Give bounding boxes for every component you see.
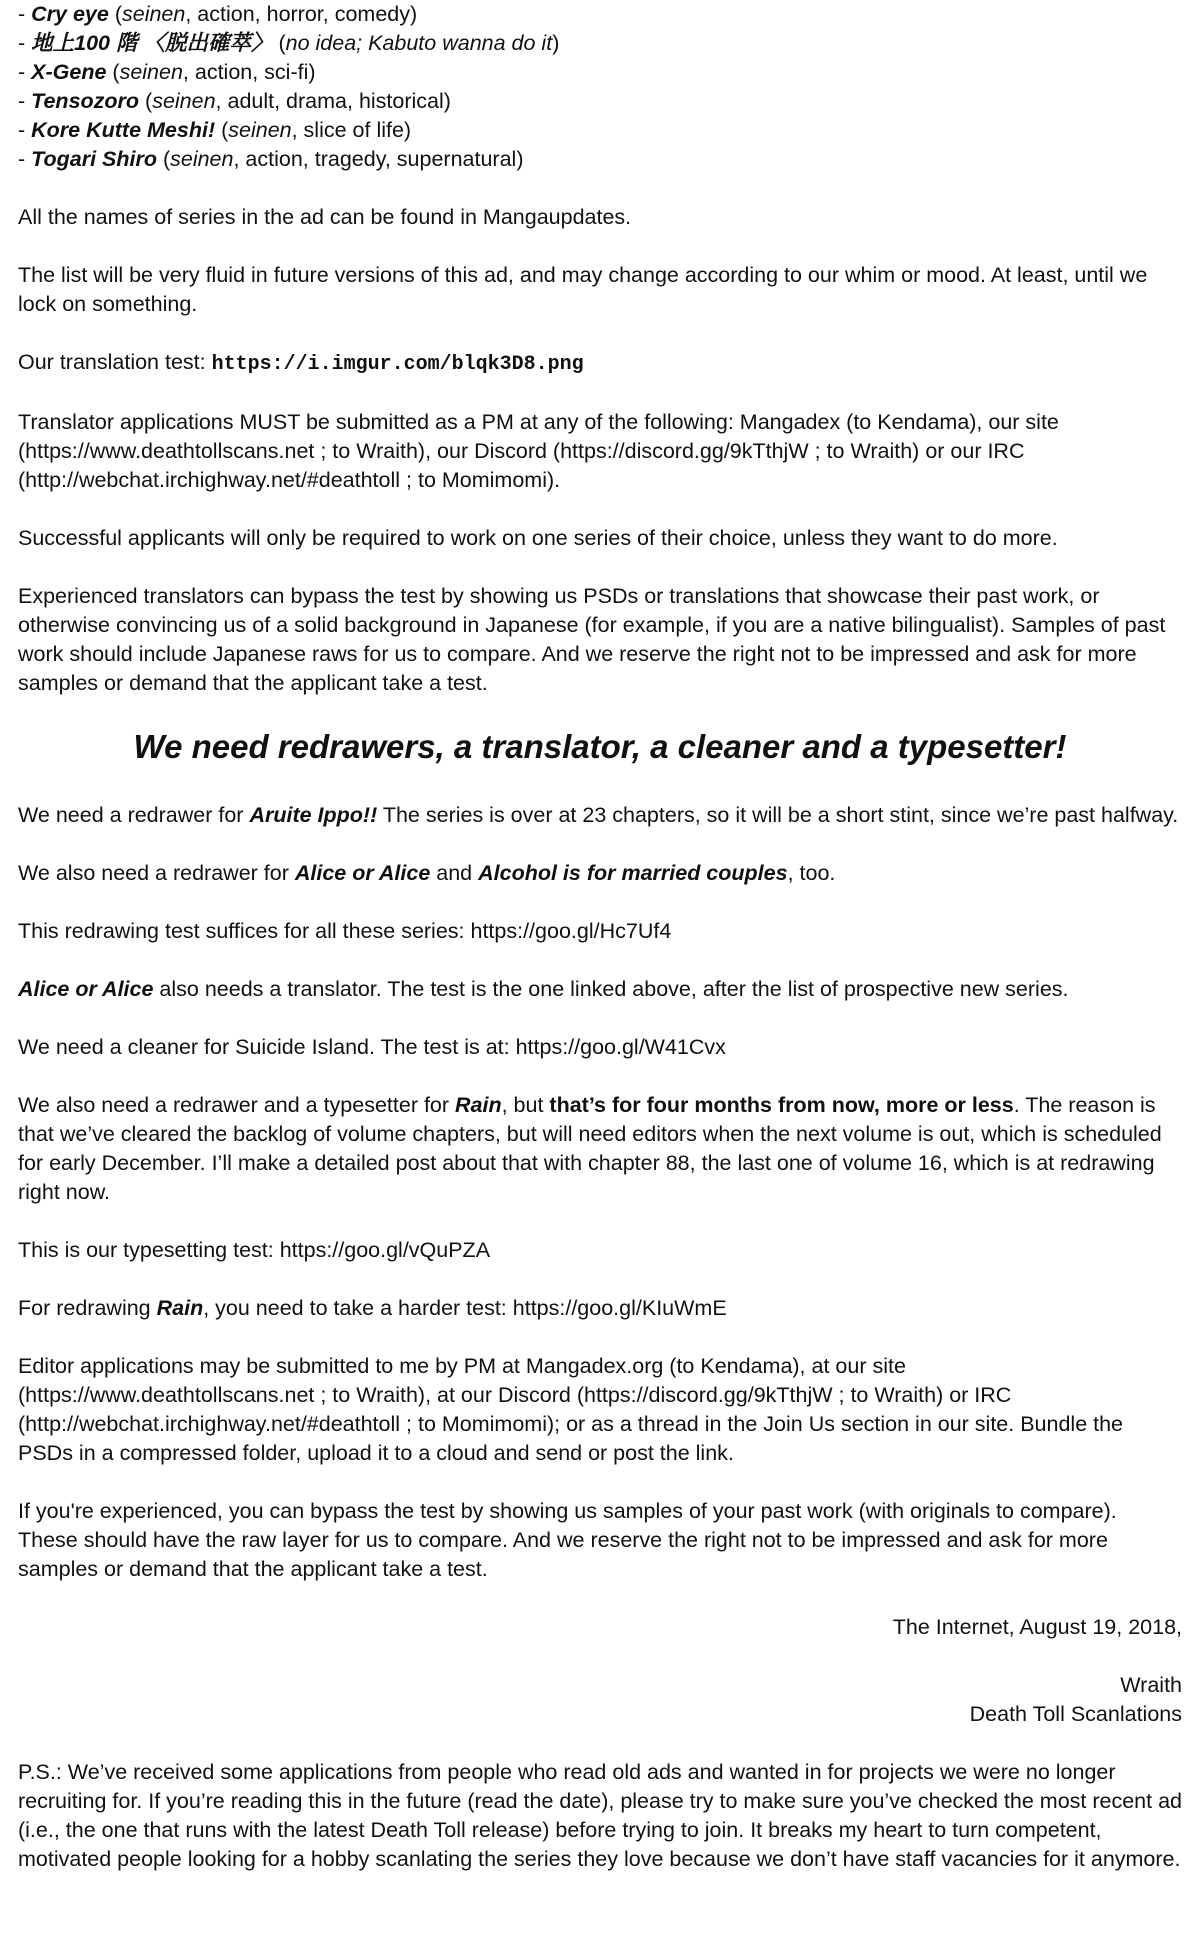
typesetting-test-link[interactable]: https://goo.gl/vQuPZA <box>279 1238 491 1262</box>
text: also needs a translator. The test is the one linked above, after the list of prospective new series. <box>153 977 1069 1001</box>
tags-open: ( <box>106 60 120 84</box>
series-title: 地上100 階 〈脱出確萃〉 <box>31 31 273 55</box>
tags-open: ( <box>139 89 153 113</box>
signoff-name: Wraith <box>1120 1673 1182 1697</box>
series-title: Alcohol is for married couples <box>478 861 788 885</box>
text: We also need a redrawer and a typesetter for <box>18 1093 456 1117</box>
tags-open: ( <box>272 31 286 55</box>
text: We need a cleaner for Suicide Island. The test is at: <box>18 1035 516 1059</box>
series-title: Kore Kutte Meshi! <box>31 118 216 142</box>
redraw-test-line <box>18 917 1182 946</box>
series-tags: , action, horror, comedy) <box>185 2 418 26</box>
list-dash: - <box>18 89 32 113</box>
series-tag-em: seinen <box>121 2 186 26</box>
series-title: Alice or Alice <box>294 861 431 885</box>
cleaner-test-link[interactable]: https://goo.gl/W41Cvx <box>515 1035 726 1059</box>
mangaupdates-note: All the names of series in the ad can be found in Mangaupdates. <box>18 205 632 229</box>
tags-open: ( <box>156 147 171 171</box>
list-dash: - <box>18 60 32 84</box>
series-item <box>18 116 1182 145</box>
translation-test-line <box>18 348 1182 379</box>
headline: We need redrawers, a translator, a cleaner and a typesetter! <box>133 728 1067 765</box>
rain-test-link[interactable]: https://goo.gl/KIuWmE <box>512 1296 727 1320</box>
series-item <box>18 29 1182 58</box>
series-item <box>18 58 1182 87</box>
text: We need a redrawer for <box>18 803 250 827</box>
series-tag-em: no idea; Kabuto wanna do it <box>285 31 553 55</box>
series-title: Rain <box>156 1296 204 1320</box>
series-item <box>18 87 1182 116</box>
spacer <box>18 174 1182 203</box>
translation-test-link[interactable]: https://i.imgur.com/blqk3D8.png <box>211 353 584 376</box>
prospective-series-list <box>18 0 1182 174</box>
text: , but <box>501 1093 550 1117</box>
series-title: Rain <box>455 1093 502 1117</box>
text: , too. <box>787 861 836 885</box>
text: and <box>430 861 479 885</box>
tags-open: ( <box>215 118 229 142</box>
translation-test-label: Our translation test: <box>18 350 212 374</box>
experienced-editors-note: If you're experienced, you can bypass the test by showing us samples of your past work (with originals to compare). These should have the raw layer for us to compare. And we reserve the right not to be impressed and ask for more samples or demand that the applicant take a test. <box>18 1499 1117 1581</box>
signoff-group: Death Toll Scanlations <box>969 1702 1182 1726</box>
translator-applications: Translator applications MUST be submitted as a PM at any of the following: Mangadex (to Kendama), our site (https://www.deathtollscans.net ; to Wraith), our Discord (https://discord.gg/9kTthjW ; to Wraith) or our IRC (http://webchat.irchighway.net/#deathtoll ; to Momimomi). <box>18 410 1059 492</box>
text: . The reason is that we’ve cleared the backlog of volume chapters, but will need editors when the next volume is out, which is scheduled for early December. I’ll make a detailed post about that with chapter 88, the last one of volume 16, which is at redrawing right now. <box>18 1093 1162 1204</box>
redraw-test-link[interactable]: https://goo.gl/Hc7Uf4 <box>470 919 672 943</box>
redrawer-alice <box>18 859 1182 888</box>
rain-test-line <box>18 1294 1182 1323</box>
postscript: P.S.: We’ve received some applications from people who read old ads and wanted in for projects we were no longer recruiting for. If you’re reading this in the future (read the date), please try to make sure you’ve checked the most recent ad (i.e., the one that runs with the latest Death Toll release) before trying to join. It breaks my heart to turn competent, motivated people looking for a hobby scanlating the series they love because we don’t have staff vacancies for it anymore. <box>18 1760 1183 1871</box>
list-dash: - <box>18 2 32 26</box>
series-title: Togari Shiro <box>31 147 157 171</box>
redrawer-ippo <box>18 801 1182 830</box>
series-item <box>18 145 1182 174</box>
text: We also need a redrawer for <box>18 861 295 885</box>
series-tag-em: seinen <box>170 147 234 171</box>
series-item <box>18 0 1182 29</box>
text: , you need to take a harder test: <box>203 1296 513 1320</box>
series-title: Aruite Ippo!! <box>249 803 378 827</box>
series-title: Cry eye <box>31 2 109 26</box>
list-dash: - <box>18 118 32 142</box>
bold-text: that’s for four months from now, more or less <box>549 1093 1014 1117</box>
series-tags: ) <box>552 31 560 55</box>
list-dash: - <box>18 147 32 171</box>
typesetting-test-line <box>18 1236 1182 1265</box>
text: For redrawing <box>18 1296 157 1320</box>
series-tag-em: seinen <box>228 118 292 142</box>
rain-editors <box>18 1091 1182 1207</box>
tags-open: ( <box>108 2 122 26</box>
text: This redrawing test suffices for all these series: <box>18 919 471 943</box>
series-tags: , slice of life) <box>291 118 412 142</box>
text: The series is over at 23 chapters, so it will be a short stint, since we’re past halfway. <box>377 803 1179 827</box>
series-tags: , action, tragedy, supernatural) <box>233 147 524 171</box>
series-title: Tensozoro <box>31 89 140 113</box>
series-tag-em: seinen <box>152 89 216 113</box>
list-dash: - <box>18 31 32 55</box>
editor-applications: Editor applications may be submitted to me by PM at Mangadex.org (to Kendama), at our site (https://www.deathtollscans.net ; to Wraith), at our Discord (https://discord.gg/9kTthjW ; to Wraith) or IRC (http://webchat.irchighway.net/#deathtoll ; to Momimomi); or as a thread in the Join Us section in our site. Bundle the PSDs in a compressed folder, upload it to a cloud and send or post the link. <box>18 1354 1124 1465</box>
cleaner-line <box>18 1033 1182 1062</box>
series-title: X-Gene <box>31 60 107 84</box>
fluid-list-note: The list will be very fluid in future versions of this ad, and may change according to our whim or mood. At least, until we lock on something. <box>18 263 1148 316</box>
series-tag-em: seinen <box>119 60 183 84</box>
translator-alice <box>18 975 1182 1004</box>
successful-applicants-note: Successful applicants will only be required to work on one series of their choice, unless they want to do more. <box>18 526 1058 550</box>
signoff-date: The Internet, August 19, 2018, <box>892 1615 1182 1639</box>
text: This is our typesetting test: <box>18 1238 280 1262</box>
experienced-translators-note: Experienced translators can bypass the test by showing us PSDs or translations that showcase their past work, or otherwise convincing us of a solid background in Japanese (for example, if you are a native bilingualist). Samples of past work should include Japanese raws for us to compare. And we reserve the right not to be impressed and ask for more samples or demand that the applicant take a test. <box>18 584 1166 695</box>
series-title: Alice or Alice <box>18 977 154 1001</box>
series-tags: , adult, drama, historical) <box>215 89 451 113</box>
series-tags: , action, sci-fi) <box>182 60 316 84</box>
